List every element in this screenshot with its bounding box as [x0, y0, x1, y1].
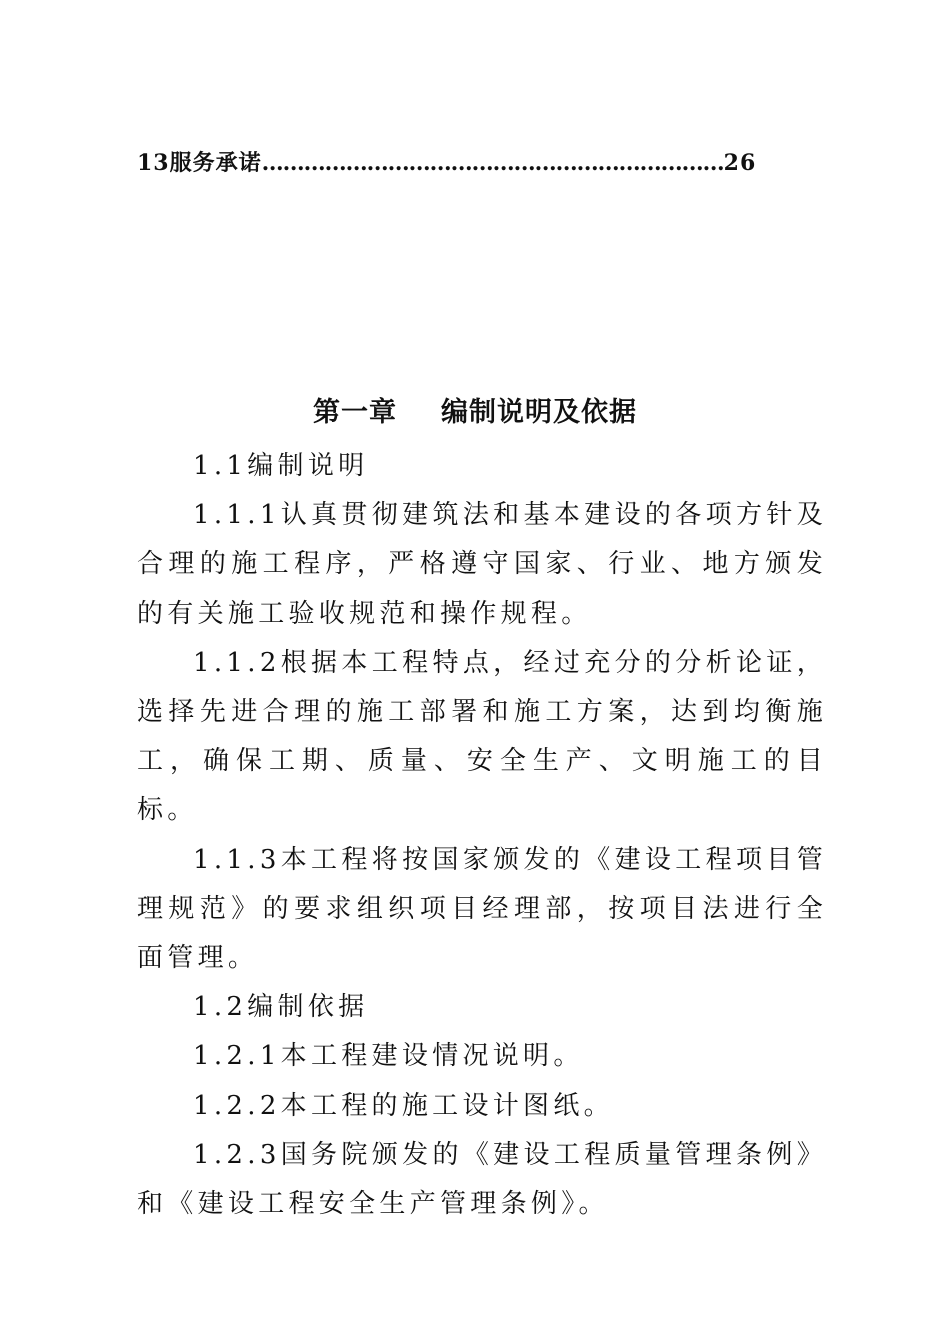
- toc-entry-leader-dots: …………………………………………………………: [261, 150, 724, 176]
- toc-entry-number: 13: [137, 150, 170, 176]
- toc-entry-page-number: 26: [723, 150, 757, 176]
- paragraph-1-1-1: 1.1.1认真贯彻建筑法和基本建设的各项方针及合理的施工程序，严格遵守国家、行业、地方颁发的有关施工验收规范和操作规程。: [137, 500, 827, 629]
- paragraph-1-1-2: 1.1.2根据本工程特点，经过充分的分析论证，选择先进合理的施工部署和施工方案，达到均衡施工，确保工期、质量、安全生产、文明施工的目标。: [137, 647, 827, 826]
- paragraph-1-2-2: 1.2.2本工程的施工设计图纸。: [193, 1090, 614, 1121]
- chapter-heading: [0, 393, 950, 433]
- paragraph-1-2-3: 1.2.3国务院颁发的《建设工程质量管理条例》和《建设工程安全生产管理条例》。: [137, 1139, 827, 1220]
- paragraph-1-2-1: 1.2.1本工程建设情况说明。: [193, 1041, 584, 1072]
- chapter-label: 第一章: [313, 397, 397, 428]
- paragraph-1-1-3: 1.1.3本工程将按国家颁发的《建设工程项目管理规范》的要求组织项目经理部，按项目法进行全面管理。: [137, 844, 827, 974]
- section-heading-1-2: 1.2编制依据: [193, 992, 369, 1023]
- toc-entry[interactable]: [137, 146, 757, 180]
- body-text: [137, 442, 827, 1229]
- section-heading-1-1: 1.1编制说明: [193, 451, 369, 481]
- toc-entry-title: 服务承诺: [169, 150, 262, 176]
- chapter-title: 编制说明及依据: [441, 397, 637, 428]
